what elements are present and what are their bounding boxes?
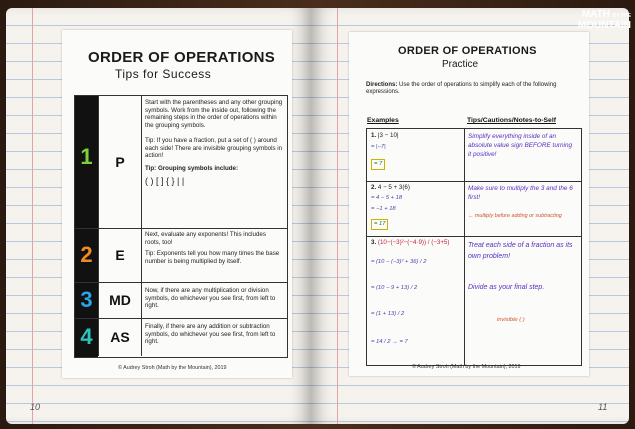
step-number: 3 bbox=[80, 287, 93, 312]
problem-expression: 4 − 5 + 3(6) bbox=[377, 184, 410, 191]
logo-line-1: MATH bbox=[581, 9, 610, 20]
tip-note: Treat each side of a fraction as its own problem! bbox=[468, 242, 573, 260]
problem bbox=[371, 238, 449, 247]
page-number-left: 10 bbox=[30, 402, 41, 412]
work-step: = |−7| bbox=[371, 144, 386, 150]
step-letter: P bbox=[98, 96, 142, 228]
right-title: ORDER OF OPERATIONS bbox=[398, 45, 537, 57]
tips-header: Tips/Cautions/Notes-to-Self bbox=[467, 117, 556, 124]
answer-box: = 17 bbox=[371, 219, 388, 230]
problem-number: 1. bbox=[371, 132, 377, 139]
brand-logo bbox=[578, 10, 631, 31]
problem-expression: (10−(−3)²−(−4·9)) / (−3+5) bbox=[377, 239, 450, 246]
grouping-symbols: ( ) [ ] { } | | bbox=[145, 176, 185, 186]
answer-box: = 7 bbox=[371, 159, 385, 170]
practice-table bbox=[366, 128, 582, 366]
step-text: Start with the parentheses and any other grouping symbols. Work from the inside out, following the remaining steps in the order of operations within the grouping symbols. bbox=[145, 99, 283, 129]
page-number-right: 11 bbox=[598, 402, 608, 412]
row-exponents bbox=[75, 228, 287, 283]
tip-note: Divide as your final step. bbox=[468, 284, 545, 291]
tip-note-secondary: invisible ( ) bbox=[497, 317, 525, 323]
row-add-subtract bbox=[75, 318, 287, 356]
directions bbox=[366, 82, 586, 97]
margin-line bbox=[337, 8, 338, 424]
directions-text: Use the order of operations to simplify each of the following expressions. bbox=[366, 82, 557, 96]
step-letter: E bbox=[98, 228, 142, 282]
step-letter: AS bbox=[98, 318, 142, 356]
step-text: Finally, if there are any addition or subtraction symbols, do whichever you see first, from left to right. bbox=[145, 323, 276, 346]
copyright: © Audrey Stroh (Math by the Mountain), 2019 bbox=[118, 365, 227, 371]
problem-row-1 bbox=[367, 129, 581, 182]
work-step: = 4 − 5 + 18 bbox=[371, 195, 403, 201]
step-number: 2 bbox=[80, 242, 93, 267]
problem-number: 2. bbox=[371, 184, 377, 191]
step-letter: MD bbox=[98, 282, 142, 318]
answer bbox=[371, 219, 388, 230]
step-text: Next, evaluate any exponents! This includes roots, too! bbox=[145, 231, 266, 246]
tip-note: Make sure to multiply the 3 and the 6 first! bbox=[468, 185, 573, 202]
work-step: = (10 − (−3)² + 36) / 2 bbox=[371, 259, 427, 265]
step-tip: Tip: Exponents tell you how many times the base number is being multiplied by itself. bbox=[145, 250, 280, 265]
problem-expression: |3 − 10| bbox=[377, 132, 399, 139]
step-text: Now, if there are any multiplication or division symbols, do whichever you see first, from left to right. bbox=[145, 287, 276, 310]
left-title: ORDER OF OPERATIONS bbox=[88, 49, 276, 66]
copyright: © Audrey Stroh (Math by the Mountain), 2019 bbox=[412, 364, 521, 370]
step-tip: Tip: Grouping symbols include: bbox=[145, 165, 239, 172]
step-tip: Tip: If you have a fraction, put a set of ( ) around each side! There are invisible grouping symbols in action! bbox=[145, 137, 283, 160]
logo-line-1b: BY THE bbox=[612, 13, 631, 19]
step-number: 4 bbox=[80, 324, 93, 349]
work-step: = 14 / 2 → = 7 bbox=[371, 339, 408, 345]
logo-line-2: MOUNTAIN bbox=[577, 20, 631, 31]
work-step: = −1 + 18 bbox=[371, 206, 396, 212]
margin-line bbox=[32, 8, 33, 424]
problem-row-2 bbox=[367, 181, 581, 237]
problem-row-3 bbox=[367, 236, 581, 364]
row-multiply-divide bbox=[75, 282, 287, 319]
examples-header: Examples bbox=[367, 117, 399, 124]
left-subtitle: Tips for Success bbox=[115, 67, 212, 81]
work-step: = (10 − 9 + 13) / 2 bbox=[371, 285, 418, 291]
problem bbox=[371, 183, 410, 192]
tip-note: Simplify everything inside of an absolute value sign BEFORE turning it positive! bbox=[468, 133, 573, 159]
answer bbox=[371, 159, 385, 170]
problem bbox=[371, 131, 399, 140]
right-subtitle: Practice bbox=[442, 59, 479, 70]
tip-note-secondary: ← multiply before adding or subtracting bbox=[468, 213, 562, 219]
tips-table bbox=[74, 95, 288, 358]
problem-number: 3. bbox=[371, 239, 377, 246]
directions-label: Directions: bbox=[366, 82, 398, 88]
work-step: = (1 + 13) / 2 bbox=[371, 311, 405, 317]
row-parentheses bbox=[75, 96, 287, 229]
step-number: 1 bbox=[80, 144, 93, 169]
